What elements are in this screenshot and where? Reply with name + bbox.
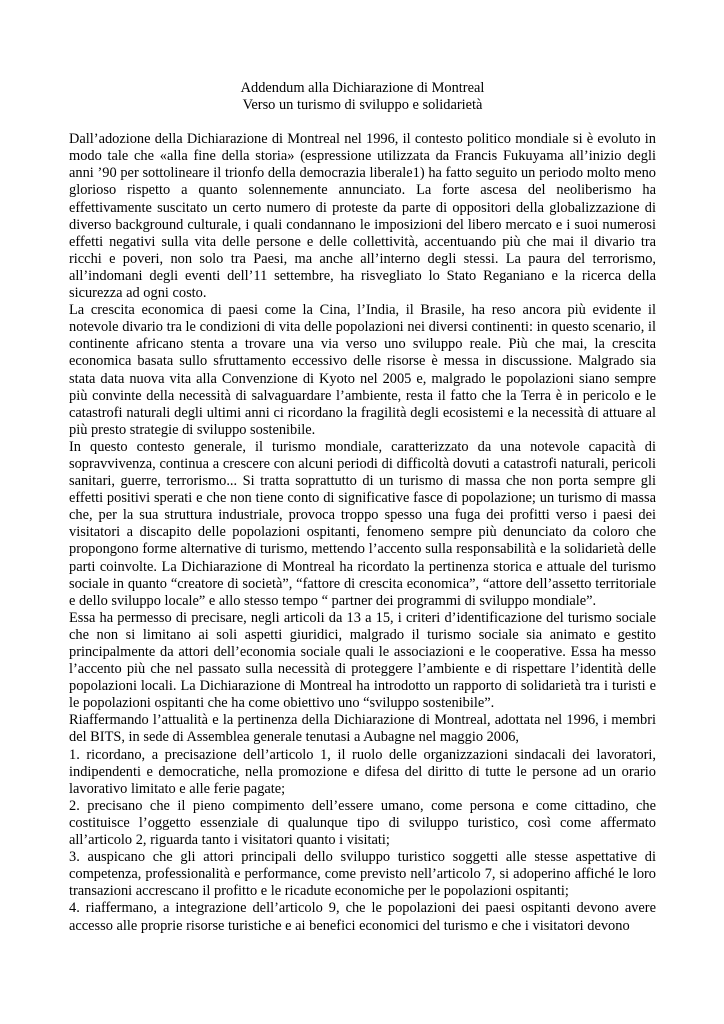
- paragraph-intro: Dall’adozione della Dichiarazione di Montreal nel 1996, il contesto politico mondiale si è evoluto in modo tale che «alla fine della storia» (espressione utilizzata da Francis Fukuyama all’inizio degli anni ’90 per sottolineare il trionfo della democrazia liberale1) ha fatto seguito un periodo molto meno glorioso rispetto a quanto solennemente annunciato. La forte ascesa del neoliberismo ha effettivamente suscitato un certo numero di proteste da parte di oppositori della globalizzazione di diverso background culturale, i quali condannano le imposizioni del libero mercato e i suoi numerosi effetti negativi sulla vita delle persone e delle collettività, accentuando più che mai il divario tra ricchi e poveri, non solo tra Paesi, ma anche all’interno degli stessi. La paura del terrorismo, all’indomani degli eventi dell’11 settembre, ha risvegliato lo Stato Reganiano e la ricerca della sicurezza ad ogni costo.: [69, 131, 656, 302]
- paragraph-criteria: Essa ha permesso di precisare, negli articoli da 13 a 15, i criteri d’identificazione del turismo sociale che non si limitano ai soli aspetti giuridici, malgrado il turismo sociale sia animato e gestito principalmente da attori dell’economia sociale quali le associazioni e le cooperative. Essa ha messo l’accento più che nel passato sulla necessità di proteggere l’ambiente e di rispettare l’identità delle popolazioni locali. La Dichiarazione di Montreal ha introdotto un rapporto di solidarietà tra i turisti e le popolazioni ospitanti che ha come obiettivo uno “sviluppo sostenibile”.: [69, 609, 656, 712]
- paragraph-world-tourism: In questo contesto generale, il turismo mondiale, caratterizzato da una notevole capacità di sopravvivenza, continua a crescere con alcuni periodi di difficoltà dovuti a catastrofi naturali, pericoli sanitari, guerre, terrorismo... Si tratta soprattutto di un turismo di massa che non porta sempre gli effetti positivi sperati e che non tiene conto di significative fasce di popolazione; un turismo di massa che, per la sua struttura industriale, provoca troppo spesso una fuga dei profitti verso i paesi dei visitatori a discapito delle popolazioni ospitanti, fenomeno sempre più denunciato da coloro che propongono forme alternative di turismo, mettendo l’accento sulla responsabilità e la solidarietà delle parti coinvolte. La Dichiarazione di Montreal ha ricordato la pertinenza storica e attuale del turismo sociale in quanto “creatore di società”, “fattore di crescita economica”, “attore dell’assetto territoriale e dello sviluppo locale” e allo stesso tempo “ partner dei programmi di sviluppo mondiale”.: [69, 438, 656, 609]
- list-item-2: 2. precisano che il pieno compimento dell’essere umano, come persona e come cittadino, che costituisce l’oggetto essenziale di qualunque tipo di sviluppo turistico, così come affermato all’articolo 2, riguarda tanto i visitatori quanto i visitati;: [69, 797, 656, 849]
- list-item-1: 1. ricordano, a precisazione dell’articolo 1, il ruolo delle organizzazioni sindacali dei lavoratori, indipendenti e democratiche, nella promozione e difesa del diritto di tutte le persone ad un orario lavorativo limitato e alle ferie pagate;: [69, 746, 656, 797]
- title-line-2: Verso un turismo di sviluppo e solidarietà: [242, 97, 483, 114]
- paragraph-economic-growth: La crescita economica di paesi come la Cina, l’India, il Brasile, ha reso ancora più evidente il notevole divario tra le condizioni di vita delle popolazioni nei diversi continenti: in questo scenario, il continente africano stenta a trovare una via verso uno sviluppo reale. Più che mai, la crescita economica basata sullo sfruttamento eccessivo delle risorse è messa in discussione. Malgrado sia stata data nuova vita alla Convenzione di Kyoto nel 2005 e, malgrado le popolazioni siano sempre più convinte della necessità di salvaguardare l’ambiente, resta il fatto che la Terra è in pericolo e le catastrofi naturali degli ultimi anni ci ricordano la fragilità degli ecosistemi e la necessità di attuare al più presto strategie di sviluppo sostenibile.: [69, 302, 656, 438]
- document-title: [69, 80, 656, 114]
- list-item-4: 4. riaffermano, a integrazione dell’articolo 9, che le popolazioni dei paesi ospitanti devono avere accesso alle proprie risorse turistiche e ai benefici economici del turismo e che i visitatori devono: [69, 900, 656, 934]
- document-body: [69, 131, 656, 934]
- paragraph-reaffirmation: Riaffermando l’attualità e la pertinenza della Dichiarazione di Montreal, adottata nel 1996, i membri del BITS, in sede di Assemblea generale tenutasi a Aubagne nel maggio 2006,: [69, 712, 656, 746]
- document-page: [69, 80, 656, 935]
- title-line-1: Addendum alla Dichiarazione di Montreal: [240, 80, 485, 96]
- list-item-3: 3. auspicano che gli attori principali dello sviluppo turistico soggetti alle stesse aspettative di competenza, professionalità e performance, come previsto nell’articolo 7, si adoperino affiché le loro transazioni accrescano il profitto e le ricadute economiche per le popolazioni ospitanti;: [69, 849, 656, 900]
